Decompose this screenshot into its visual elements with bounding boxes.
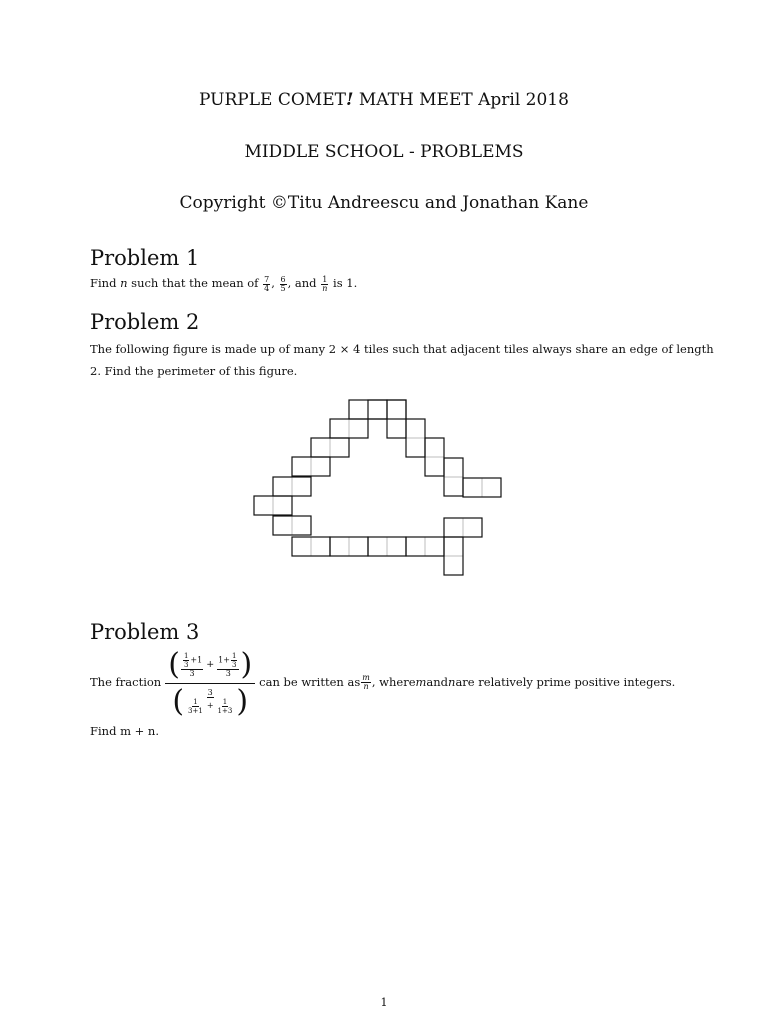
tile-cell	[444, 518, 463, 537]
page-number: 1	[380, 996, 388, 1009]
tile-cell	[273, 516, 292, 535]
tile-cell	[330, 419, 349, 438]
title-text-rest: MATH MEET April 2018	[353, 90, 569, 110]
tile-cell	[349, 419, 368, 438]
tile-cell	[311, 438, 330, 457]
tile-cell	[292, 537, 311, 556]
tile-cell	[254, 496, 273, 515]
tile-cell	[482, 478, 501, 497]
fraction-7-4: $\frac{7}{4}$	[264, 274, 270, 293]
tile-cell	[444, 537, 463, 556]
tile-cell	[311, 457, 330, 476]
tile-cell	[444, 477, 463, 496]
tile-cell	[406, 419, 425, 438]
problem-3-text: The fraction ( $\frac{1}{3}$ +1 3 + 1+ $\frac{1}{3}$ 3 ) ( 3 $\frac{1}{3+1}$ + $\frac{1}{1+3}$ ) can be written as $\frac{m}{n}$ , where m and n are relatively prime positive integers.	[90, 646, 676, 719]
tile-cell	[387, 537, 406, 556]
tile-cell	[292, 477, 311, 496]
tile-cell	[444, 458, 463, 477]
tile-cell	[406, 537, 425, 556]
compound-fraction: ( $\frac{1}{3}$ +1 3 + 1+ $\frac{1}{3}$ 3 ) ( 3 $\frac{1}{3+1}$ + $\frac{1}{1+3}$ )	[165, 648, 255, 717]
tile-cell	[387, 419, 406, 438]
problem-3-heading: Problem 3	[90, 620, 200, 644]
title-bang: !	[345, 90, 354, 110]
problem-1-text: Find n such that the mean of $\frac{7}{4}$ , $\frac{6}{5}$ , and $\frac{1}{n}$ is 1.	[90, 274, 358, 293]
document-title	[0, 90, 768, 110]
problem-2-line-2: 2. Find the perimeter of this figure.	[90, 364, 298, 378]
problem-2-heading: Problem 2	[90, 310, 200, 334]
title-text: PURPLE COMET	[199, 90, 346, 110]
tile-cell	[368, 400, 387, 419]
document-subtitle: MIDDLE SCHOOL - PROBLEMS	[244, 142, 524, 162]
tile-cell	[292, 516, 311, 535]
fraction-m-n: $\frac{m}{n}$	[362, 672, 370, 691]
tile-cell	[330, 537, 349, 556]
tile-cell	[463, 478, 482, 497]
tile-cell	[273, 496, 292, 515]
tile-cell	[292, 457, 311, 476]
problem-3-lead: The fraction	[90, 675, 162, 689]
problem-2-line-1: The following figure is made up of many 2 × 4 tiles such that adjacent tiles always share an edge of length	[90, 342, 714, 356]
tile-cell	[425, 457, 444, 476]
tile-cell	[387, 400, 406, 419]
tile-cell	[368, 537, 387, 556]
fraction-6-5: $\frac{6}{5}$	[280, 274, 286, 293]
tile-cell	[349, 537, 368, 556]
tile-cell	[444, 556, 463, 575]
tile-cell	[311, 537, 330, 556]
tile-cell	[463, 518, 482, 537]
tile-cell	[425, 537, 444, 556]
tile-cell	[368, 400, 387, 419]
tile-cell	[387, 400, 406, 419]
copyright-line: Copyright ©Titu Andreescu and Jonathan Kane	[179, 193, 589, 213]
tile-cell	[406, 438, 425, 457]
tile-cell	[425, 438, 444, 457]
tile-cell	[349, 400, 368, 419]
problem-1-heading: Problem 1	[90, 246, 200, 270]
tile-cell	[273, 477, 292, 496]
tile-figure	[250, 396, 510, 580]
tile-cell	[330, 438, 349, 457]
fraction-1-n: $\frac{1}{n}$	[322, 274, 328, 293]
problem-3-find: Find m + n.	[90, 724, 159, 738]
